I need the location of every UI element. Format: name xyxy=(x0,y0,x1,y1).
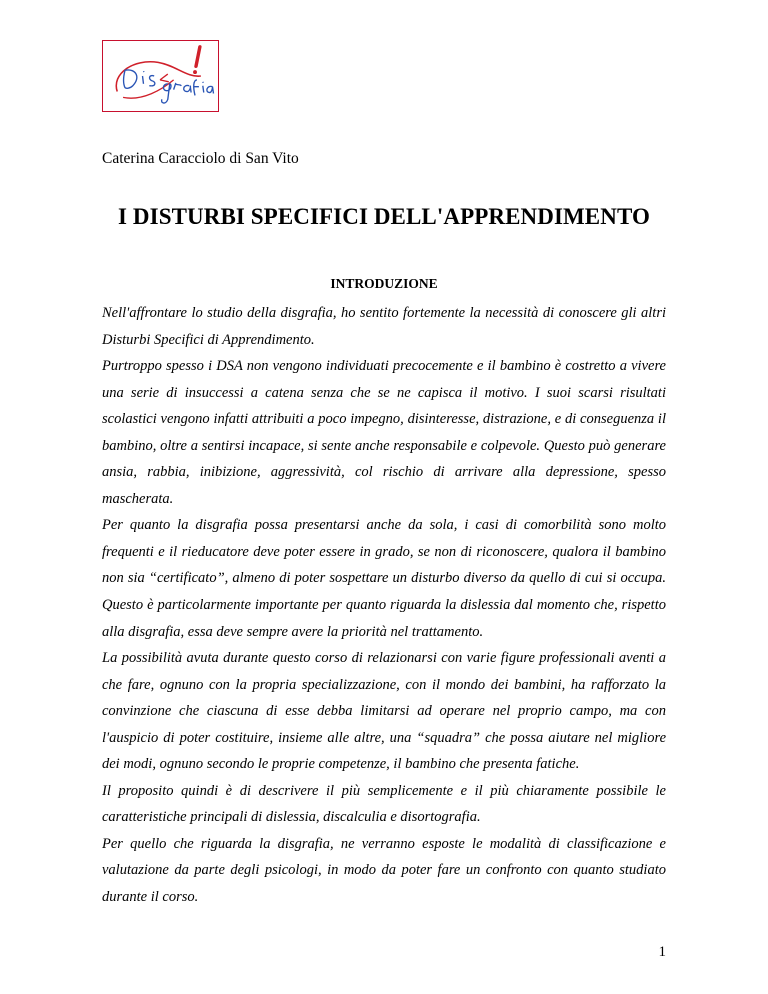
paragraph: La possibilità avuta durante questo corso di relazionarsi con varie figure professionali aventi a che fare, ognuno con la propria specializzazione, con il mondo dei bambini, ha rafforzato la convinzione che ciascuna di esse debba limitarsi ad operare nel proprio campo, ma con l'auspicio di poter costituire, insieme alle altre, una “squadra” che possa aiutare nel migliore dei modi, ognuno secondo le proprie competenze, il bambino che presenta fatiche. xyxy=(102,650,666,773)
body-text xyxy=(102,300,666,911)
paragraph: Per quanto la disgrafia possa presentarsi anche da sola, i casi di comorbilità sono molto frequenti e il rieducatore deve poter essere in grado, se non di riconoscere, qualora il bambino non sia “certificato”, almeno di poter sospettare un disturbo diverso da quello di cui si occupa. Questo è particolarmente importante per quanto riguarda la dislessia dal momento che, rispetto alla disgrafia, essa deve sempre avere la priorità nel trattamento. xyxy=(102,517,666,640)
paragraph: Il proposito quindi è di descrivere il più semplicemente e il più chiaramente possibile le caratteristiche principali di dislessia, discalculia e disortografia. xyxy=(102,782,666,826)
paragraph: Purtroppo spesso i DSA non vengono individuati precocemente e il bambino è costretto a vivere una serie di insuccessi a catena senza che se ne capisca il motivo. I suoi scarsi risultati scolastici vengono infatti attribuiti a poco impegno, disinteresse, distrazione, e di conseguenza il bambino, oltre a sentirsi incapace, si sente anche responsabile e colpevole. Questo può generare ansia, rabbia, inibizione, aggressività, col rischio di arrivare alla depressione, spesso mascherata. xyxy=(102,358,666,507)
paragraph: Nell'affrontare lo studio della disgrafia, ho sentito fortemente la necessità di conoscere gli altri Disturbi Specifici di Apprendimento. xyxy=(102,305,666,348)
author-name: Caterina Caracciolo di San Vito xyxy=(102,150,299,167)
document-title: I DISTURBI SPECIFICI DELL'APPRENDIMENTO xyxy=(118,204,650,229)
section-heading: INTRODUZIONE xyxy=(330,276,438,291)
paragraph: Per quello che riguarda la disgrafia, ne verranno esposte le modalità di classificazione e valutazione da parte degli psicologi, in modo da poter fare un confronto con quanto studiato durante il corso. xyxy=(102,835,666,906)
page-number: 1 xyxy=(658,944,666,960)
disgrafia-logo-icon xyxy=(103,41,218,111)
logo xyxy=(102,40,219,112)
